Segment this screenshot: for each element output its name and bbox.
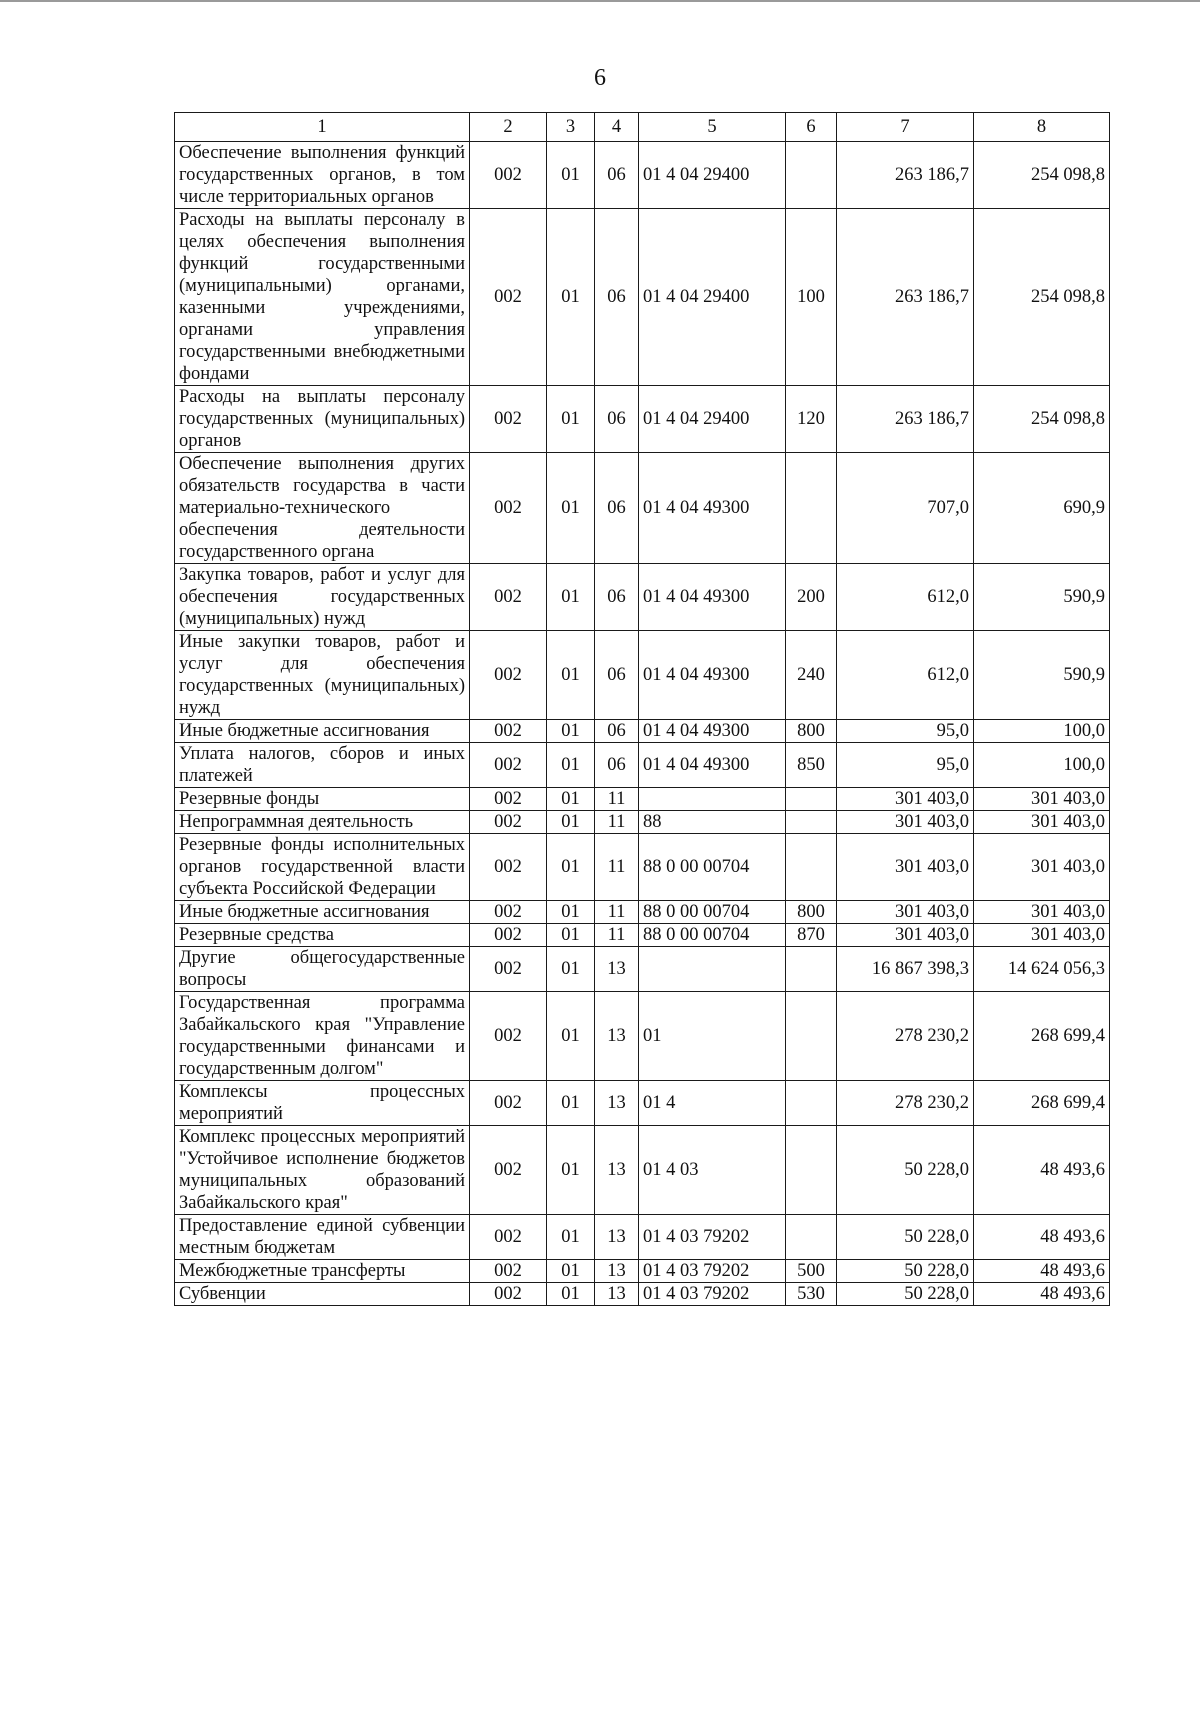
target-article-code: 01 4 03 [639,1126,786,1215]
section-code: 01 [547,1283,595,1306]
column-number: 8 [974,113,1110,142]
subsection-code: 13 [595,1215,639,1260]
amount-col8: 100,0 [974,743,1110,788]
expense-name: Межбюджетные трансферты [175,1260,470,1283]
ministry-code: 002 [470,720,547,743]
table-row [175,631,1110,720]
column-number: 2 [470,113,547,142]
expense-type-code [786,453,837,564]
table-row [175,453,1110,564]
expense-name: Другие общегосударственные вопросы [175,947,470,992]
section-code: 01 [547,947,595,992]
amount-col7: 50 228,0 [837,1126,974,1215]
subsection-code: 13 [595,947,639,992]
expense-type-code: 240 [786,631,837,720]
expense-type-code: 530 [786,1283,837,1306]
expense-type-code [786,811,837,834]
section-code: 01 [547,564,595,631]
expense-name: Резервные фонды исполнительных органов государственной власти субъекта Российской Федерации [175,834,470,901]
column-number: 6 [786,113,837,142]
subsection-code: 11 [595,834,639,901]
ministry-code: 002 [470,209,547,386]
amount-col8: 301 403,0 [974,901,1110,924]
target-article-code: 88 0 00 00704 [639,901,786,924]
ministry-code: 002 [470,1260,547,1283]
ministry-code: 002 [470,453,547,564]
target-article-code: 01 4 04 29400 [639,142,786,209]
section-code: 01 [547,453,595,564]
section-code: 01 [547,1081,595,1126]
table-row [175,924,1110,947]
amount-col7: 707,0 [837,453,974,564]
section-code: 01 [547,1126,595,1215]
expense-name: Обеспечение выполнения функций государственных органов, в том числе территориальных органов [175,142,470,209]
table-row [175,788,1110,811]
expense-type-code: 800 [786,901,837,924]
amount-col7: 95,0 [837,720,974,743]
amount-col8: 301 403,0 [974,834,1110,901]
amount-col7: 301 403,0 [837,811,974,834]
target-article-code: 01 4 04 49300 [639,720,786,743]
amount-col7: 50 228,0 [837,1283,974,1306]
subsection-code: 06 [595,142,639,209]
amount-col7: 50 228,0 [837,1260,974,1283]
ministry-code: 002 [470,631,547,720]
expense-name: Обеспечение выполнения других обязательств государства в части материально-технического обеспечения деятельности государственного органа [175,453,470,564]
column-number: 3 [547,113,595,142]
expense-type-code: 120 [786,386,837,453]
expense-name: Резервные средства [175,924,470,947]
expense-type-code: 800 [786,720,837,743]
subsection-code: 13 [595,1126,639,1215]
amount-col8: 254 098,8 [974,386,1110,453]
expense-name: Комплексы процессных мероприятий [175,1081,470,1126]
expense-name: Уплата налогов, сборов и иных платежей [175,743,470,788]
subsection-code: 06 [595,209,639,386]
expense-name: Государственная программа Забайкальского края "Управление государственными финансами и государственным долгом" [175,992,470,1081]
column-number: 1 [175,113,470,142]
amount-col8: 590,9 [974,631,1110,720]
column-number-row [175,113,1110,142]
expense-type-code [786,1126,837,1215]
table-row [175,1081,1110,1126]
expense-type-code [786,142,837,209]
subsection-code: 11 [595,901,639,924]
amount-col8: 48 493,6 [974,1215,1110,1260]
target-article-code: 01 4 03 79202 [639,1260,786,1283]
section-code: 01 [547,924,595,947]
amount-col8: 254 098,8 [974,209,1110,386]
expense-type-code [786,992,837,1081]
amount-col7: 612,0 [837,564,974,631]
amount-col7: 278 230,2 [837,1081,974,1126]
ministry-code: 002 [470,901,547,924]
amount-col7: 301 403,0 [837,924,974,947]
expense-name: Расходы на выплаты персоналу в целях обеспечения выполнения функций государственными (муниципальными) органами, казенными учреждениями, органами управления государственными внебюджетными фондами [175,209,470,386]
section-code: 01 [547,631,595,720]
amount-col8: 14 624 056,3 [974,947,1110,992]
budget-table [174,112,1110,1306]
ministry-code: 002 [470,1215,547,1260]
target-article-code: 88 0 00 00704 [639,834,786,901]
amount-col8: 268 699,4 [974,1081,1110,1126]
section-code: 01 [547,386,595,453]
section-code: 01 [547,834,595,901]
amount-col7: 301 403,0 [837,834,974,901]
expense-name: Субвенции [175,1283,470,1306]
amount-col8: 590,9 [974,564,1110,631]
expense-type-code: 100 [786,209,837,386]
table-row [175,811,1110,834]
subsection-code: 13 [595,1283,639,1306]
table-row [175,720,1110,743]
subsection-code: 13 [595,1081,639,1126]
expense-type-code [786,1081,837,1126]
page-number: 6 [594,65,606,91]
amount-col7: 278 230,2 [837,992,974,1081]
expense-type-code: 500 [786,1260,837,1283]
column-number: 5 [639,113,786,142]
expense-type-code [786,947,837,992]
amount-col8: 690,9 [974,453,1110,564]
target-article-code: 88 0 00 00704 [639,924,786,947]
table-body [175,142,1110,1306]
target-article-code: 01 4 04 49300 [639,743,786,788]
ministry-code: 002 [470,834,547,901]
expense-type-code: 200 [786,564,837,631]
amount-col8: 301 403,0 [974,811,1110,834]
subsection-code: 06 [595,631,639,720]
amount-col7: 301 403,0 [837,788,974,811]
section-code: 01 [547,743,595,788]
amount-col8: 48 493,6 [974,1126,1110,1215]
expense-name: Резервные фонды [175,788,470,811]
table-row [175,564,1110,631]
table-row [175,834,1110,901]
amount-col8: 268 699,4 [974,992,1110,1081]
section-code: 01 [547,811,595,834]
expense-name: Комплекс процессных мероприятий "Устойчивое исполнение бюджетов муниципальных образований Забайкальского края" [175,1126,470,1215]
amount-col7: 50 228,0 [837,1215,974,1260]
subsection-code: 06 [595,720,639,743]
target-article-code [639,788,786,811]
amount-col7: 263 186,7 [837,209,974,386]
amount-col7: 612,0 [837,631,974,720]
subsection-code: 13 [595,1260,639,1283]
expense-type-code [786,834,837,901]
table-row [175,386,1110,453]
target-article-code: 01 4 04 29400 [639,386,786,453]
expense-type-code: 870 [786,924,837,947]
expense-name: Расходы на выплаты персоналу государственных (муниципальных) органов [175,386,470,453]
subsection-code: 11 [595,811,639,834]
target-article-code [639,947,786,992]
subsection-code: 13 [595,992,639,1081]
expense-name: Непрограммная деятельность [175,811,470,834]
table-row [175,142,1110,209]
subsection-code: 11 [595,924,639,947]
amount-col8: 301 403,0 [974,788,1110,811]
ministry-code: 002 [470,142,547,209]
target-article-code: 01 4 03 79202 [639,1283,786,1306]
ministry-code: 002 [470,1081,547,1126]
expense-type-code: 850 [786,743,837,788]
section-code: 01 [547,720,595,743]
amount-col7: 16 867 398,3 [837,947,974,992]
section-code: 01 [547,901,595,924]
amount-col7: 95,0 [837,743,974,788]
expense-name: Предоставление единой субвенции местным бюджетам [175,1215,470,1260]
amount-col8: 100,0 [974,720,1110,743]
table-row [175,209,1110,386]
table-row [175,1126,1110,1215]
ministry-code: 002 [470,924,547,947]
ministry-code: 002 [470,788,547,811]
section-code: 01 [547,142,595,209]
column-number: 4 [595,113,639,142]
subsection-code: 06 [595,743,639,788]
target-article-code: 88 [639,811,786,834]
ministry-code: 002 [470,386,547,453]
target-article-code: 01 [639,992,786,1081]
target-article-code: 01 4 04 49300 [639,564,786,631]
ministry-code: 002 [470,743,547,788]
target-article-code: 01 4 04 49300 [639,631,786,720]
expense-name: Иные закупки товаров, работ и услуг для обеспечения государственных (муниципальных) нужд [175,631,470,720]
target-article-code: 01 4 [639,1081,786,1126]
section-code: 01 [547,788,595,811]
ministry-code: 002 [470,1283,547,1306]
column-number: 7 [837,113,974,142]
ministry-code: 002 [470,947,547,992]
expense-name: Иные бюджетные ассигнования [175,901,470,924]
amount-col8: 254 098,8 [974,142,1110,209]
expense-type-code [786,1215,837,1260]
expense-name: Закупка товаров, работ и услуг для обеспечения государственных (муниципальных) нужд [175,564,470,631]
section-code: 01 [547,1260,595,1283]
section-code: 01 [547,992,595,1081]
subsection-code: 06 [595,564,639,631]
expense-name: Иные бюджетные ассигнования [175,720,470,743]
amount-col7: 263 186,7 [837,142,974,209]
ministry-code: 002 [470,811,547,834]
table-row [175,1260,1110,1283]
subsection-code: 11 [595,788,639,811]
ministry-code: 002 [470,1126,547,1215]
amount-col8: 48 493,6 [974,1283,1110,1306]
amount-col8: 301 403,0 [974,924,1110,947]
expense-type-code [786,788,837,811]
section-code: 01 [547,209,595,386]
top-border-line [0,0,1200,2]
table-row [175,901,1110,924]
target-article-code: 01 4 04 29400 [639,209,786,386]
ministry-code: 002 [470,992,547,1081]
table-row [175,743,1110,788]
section-code: 01 [547,1215,595,1260]
subsection-code: 06 [595,453,639,564]
amount-col7: 263 186,7 [837,386,974,453]
amount-col7: 301 403,0 [837,901,974,924]
subsection-code: 06 [595,386,639,453]
target-article-code: 01 4 04 49300 [639,453,786,564]
amount-col8: 48 493,6 [974,1260,1110,1283]
target-article-code: 01 4 03 79202 [639,1215,786,1260]
ministry-code: 002 [470,564,547,631]
table-row [175,1215,1110,1260]
table-row [175,1283,1110,1306]
table-row [175,992,1110,1081]
table-row [175,947,1110,992]
